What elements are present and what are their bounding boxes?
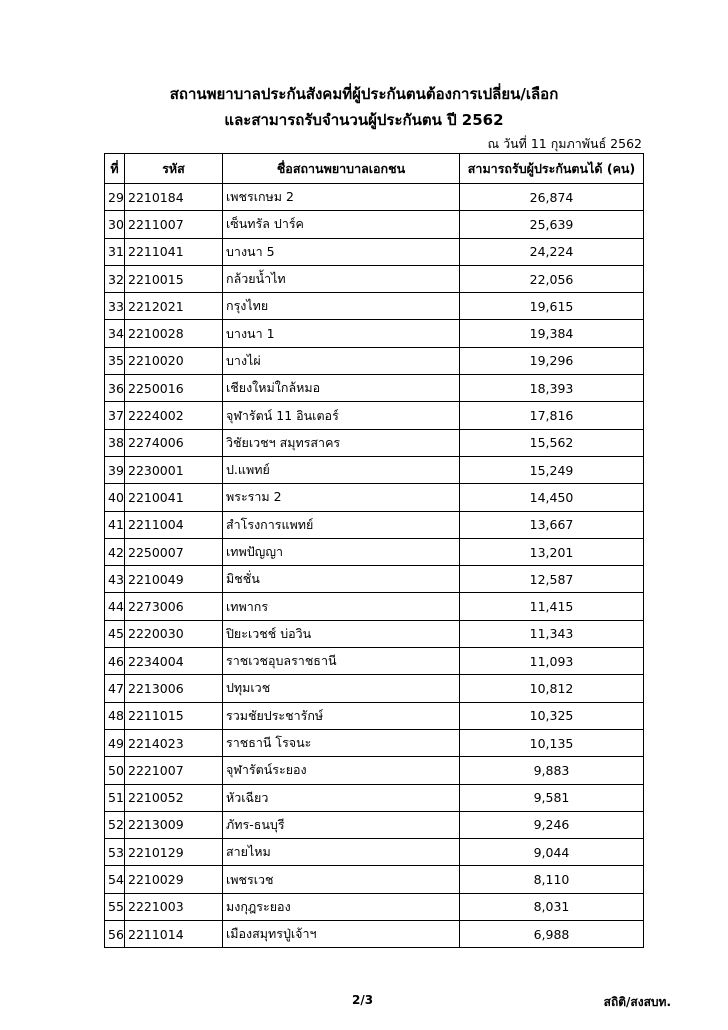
table-row [105,784,644,811]
hospital-code-cell: 2210028 [125,320,223,347]
capacity-cell: 17,816 [460,402,644,429]
row-number-cell: 34 [105,320,125,347]
hospital-name-cell: กรุงไทย [223,293,460,320]
column-header-capacity: สามารถรับผู้ประกันตนได้ (คน) [460,154,644,184]
table-row [105,566,644,593]
table-row [105,648,644,675]
row-number-cell: 42 [105,538,125,565]
hospital-name-cell: ป.แพทย์ [223,456,460,483]
row-number-cell: 48 [105,702,125,729]
capacity-cell: 13,201 [460,538,644,565]
capacity-cell: 10,135 [460,729,644,756]
capacity-cell: 18,393 [460,375,644,402]
capacity-cell: 11,093 [460,648,644,675]
hospital-code-cell: 2210052 [125,784,223,811]
column-header-no: ที่ [105,154,125,184]
row-number-cell: 53 [105,839,125,866]
table-row [105,811,644,838]
hospital-name-cell: เมืองสมุทรปู่เจ้าฯ [223,921,460,948]
row-number-cell: 49 [105,729,125,756]
hospital-code-cell: 2210020 [125,347,223,374]
table-row [105,429,644,456]
capacity-cell: 25,639 [460,211,644,238]
capacity-cell: 13,667 [460,511,644,538]
table-row [105,184,644,211]
hospital-code-cell: 2221003 [125,893,223,920]
hospital-code-cell: 2250007 [125,538,223,565]
row-number-cell: 46 [105,648,125,675]
table-row [105,375,644,402]
table-row [105,702,644,729]
capacity-cell: 19,384 [460,320,644,347]
hospital-name-cell: เชียงใหม่ใกล้หมอ [223,375,460,402]
capacity-cell: 11,415 [460,593,644,620]
row-number-cell: 33 [105,293,125,320]
row-number-cell: 31 [105,238,125,265]
capacity-cell: 11,343 [460,620,644,647]
capacity-cell: 9,581 [460,784,644,811]
hospital-code-cell: 2210049 [125,566,223,593]
hospital-name-cell: เพชรเวช [223,866,460,893]
table-row [105,211,644,238]
hospital-code-cell: 2211014 [125,921,223,948]
table-row [105,538,644,565]
capacity-cell: 19,296 [460,347,644,374]
row-number-cell: 30 [105,211,125,238]
hospital-name-cell: บางนา 5 [223,238,460,265]
hospital-name-cell: ปทุมเวช [223,675,460,702]
table-header-row [105,154,644,184]
hospital-name-cell: มิชชั่น [223,566,460,593]
row-number-cell: 37 [105,402,125,429]
table-row [105,757,644,784]
hospital-name-cell: เพชรเกษม 2 [223,184,460,211]
hospital-name-cell: สายไหม [223,839,460,866]
hospital-name-cell: เซ็นทรัล ปาร์ค [223,211,460,238]
document-title-line-2: และสามารถรับจำนวนผู้ประกันตน ปี 2562 [224,111,504,129]
row-number-cell: 35 [105,347,125,374]
table-row [105,238,644,265]
row-number-cell: 54 [105,866,125,893]
row-number-cell: 29 [105,184,125,211]
hospital-name-cell: วิชัยเวชฯ สมุทรสาคร [223,429,460,456]
hospital-code-cell: 2214023 [125,729,223,756]
hospital-code-cell: 2210015 [125,265,223,292]
capacity-cell: 8,031 [460,893,644,920]
row-number-cell: 55 [105,893,125,920]
row-number-cell: 44 [105,593,125,620]
hospital-name-cell: บางนา 1 [223,320,460,347]
document-date: ณ วันที่ 11 กุมภาพันธ์ 2562 [487,136,642,151]
hospital-name-cell: พระราม 2 [223,484,460,511]
hospital-name-cell: เทพากร [223,593,460,620]
table-row [105,839,644,866]
hospital-code-cell: 2213009 [125,811,223,838]
hospital-name-cell: จุฬารัตน์ 11 อินเตอร์ [223,402,460,429]
capacity-cell: 6,988 [460,921,644,948]
capacity-cell: 9,246 [460,811,644,838]
hospital-code-cell: 2221007 [125,757,223,784]
capacity-cell: 14,450 [460,484,644,511]
table-row [105,293,644,320]
capacity-cell: 12,587 [460,566,644,593]
hospital-name-cell: หัวเฉียว [223,784,460,811]
row-number-cell: 36 [105,375,125,402]
table-row [105,511,644,538]
table-row [105,265,644,292]
hospital-name-cell: มงกุฎระยอง [223,893,460,920]
hospital-name-cell: สำโรงการแพทย์ [223,511,460,538]
capacity-cell: 10,325 [460,702,644,729]
table-row [105,402,644,429]
hospital-code-cell: 2274006 [125,429,223,456]
capacity-cell: 26,874 [460,184,644,211]
table-row [105,456,644,483]
capacity-cell: 8,110 [460,866,644,893]
hospital-code-cell: 2224002 [125,402,223,429]
document-title-line-1: สถานพยาบาลประกันสังคมที่ผู้ประกันตนต้องการเปลี่ยน/เลือก [169,85,559,103]
hospital-name-cell: กล้วยน้ำไท [223,265,460,292]
row-number-cell: 32 [105,265,125,292]
table-row [105,729,644,756]
hospital-name-cell: ราชธานี โรจนะ [223,729,460,756]
hospital-name-cell: รวมชัยประชารักษ์ [223,702,460,729]
capacity-cell: 15,249 [460,456,644,483]
hospital-code-cell: 2211041 [125,238,223,265]
table-row [105,620,644,647]
row-number-cell: 41 [105,511,125,538]
column-header-name: ชื่อสถานพยาบาลเอกชน [223,154,460,184]
hospital-code-cell: 2250016 [125,375,223,402]
column-header-code: รหัส [125,154,223,184]
hospital-name-cell: ภัทร-ธนบุรี [223,811,460,838]
hospital-code-cell: 2210041 [125,484,223,511]
hospital-code-cell: 2210129 [125,839,223,866]
capacity-cell: 9,883 [460,757,644,784]
table-body [105,184,644,948]
hospital-table [104,153,644,948]
hospital-code-cell: 2212021 [125,293,223,320]
capacity-cell: 9,044 [460,839,644,866]
hospital-code-cell: 2273006 [125,593,223,620]
row-number-cell: 47 [105,675,125,702]
capacity-cell: 10,812 [460,675,644,702]
row-number-cell: 40 [105,484,125,511]
row-number-cell: 56 [105,921,125,948]
row-number-cell: 39 [105,456,125,483]
hospital-name-cell: ราชเวชอุบลราชธานี [223,648,460,675]
capacity-cell: 19,615 [460,293,644,320]
hospital-code-cell: 2220030 [125,620,223,647]
hospital-name-cell: เทพปัญญา [223,538,460,565]
hospital-code-cell: 2213006 [125,675,223,702]
capacity-cell: 24,224 [460,238,644,265]
hospital-code-cell: 2211015 [125,702,223,729]
table-row [105,484,644,511]
capacity-cell: 22,056 [460,265,644,292]
hospital-code-cell: 2211004 [125,511,223,538]
hospital-code-cell: 2210029 [125,866,223,893]
row-number-cell: 51 [105,784,125,811]
hospital-name-cell: บางไผ่ [223,347,460,374]
hospital-code-cell: 2210184 [125,184,223,211]
hospital-code-cell: 2211007 [125,211,223,238]
page-number: 2/3 [352,993,374,1007]
table-row [105,893,644,920]
hospital-code-cell: 2234004 [125,648,223,675]
hospital-name-cell: จุฬารัตน์ระยอง [223,757,460,784]
table-row [105,921,644,948]
row-number-cell: 38 [105,429,125,456]
row-number-cell: 50 [105,757,125,784]
capacity-cell: 15,562 [460,429,644,456]
row-number-cell: 43 [105,566,125,593]
table-row [105,593,644,620]
table-row [105,675,644,702]
footer-organization: สถิติ/สงสบท. [603,995,671,1009]
table-row [105,347,644,374]
hospital-code-cell: 2230001 [125,456,223,483]
table-row [105,866,644,893]
table-row [105,320,644,347]
row-number-cell: 45 [105,620,125,647]
hospital-name-cell: ปิยะเวชช์ บ่อวิน [223,620,460,647]
row-number-cell: 52 [105,811,125,838]
